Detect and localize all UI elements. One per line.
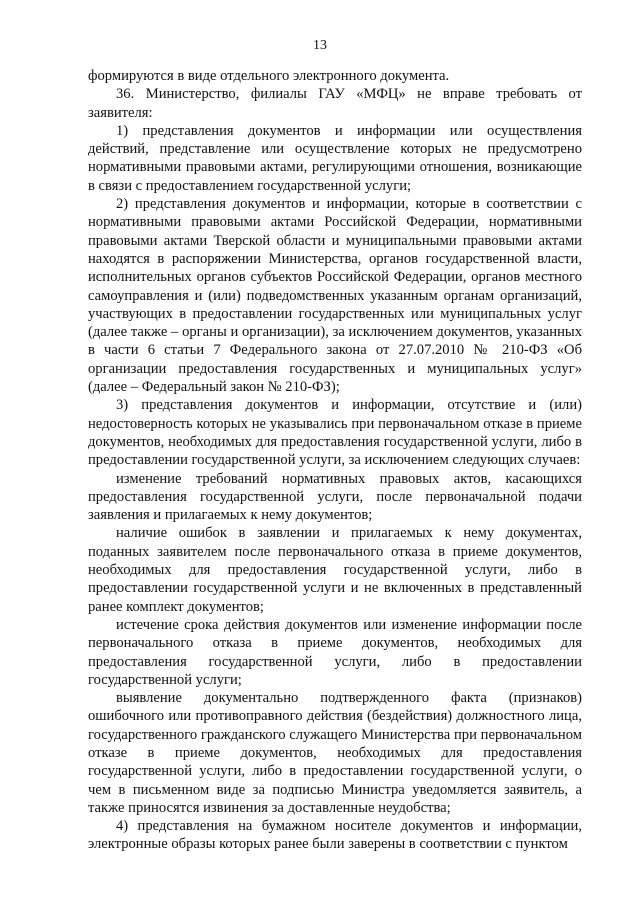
paragraph-subitem-4: 4) представления на бумажном носителе документов и информации, электронные образы которых ранее были заверены в соответствии с пунктом (88, 818, 582, 853)
paragraph-subitem-3: 3) представления документов и информации, отсутствие и (или) недостоверность которых не указывались при первоначальном отказе в приеме документов, необходимых для предоставления государственной услуги, либо в предоставлении государственной услуги, за исключением следующих случаев: (88, 397, 582, 469)
paragraph-case-errors: наличие ошибок в заявлении и прилагаемых к нему документах, поданных заявителем после первоначального отказа в приеме документов, необходимых для предоставления государственной услуги, либо в предоставлении государственной услуги и не включенных в представленный ранее комплект документов; (88, 525, 582, 615)
document-body (88, 67, 582, 854)
paragraph-case-misconduct: выявление документально подтвержденного факта (признаков) ошибочного или противоправного действия (бездействия) должностного лица, государственного гражданского служащего Министерства при первоначальном отказе в приеме документов, необходимых для предоставления государственной услуги, либо в предоставлении государственной услуги, о чем в письменном виде за подписью Министра уведомляется заявитель, а также приносятся извинения за доставленные неудобства; (88, 690, 582, 816)
paragraph-item-36: 36. Министерство, филиалы ГАУ «МФЦ» не вправе требовать от заявителя: (88, 86, 582, 121)
paragraph-continuation: формируются в виде отдельного электронного документа. (88, 68, 450, 84)
paragraph-subitem-1: 1) представления документов и информации или осуществления действий, представление или осуществление которых не предусмотрено нормативными правовыми актами, регулирующими отношения, возникающие в связи с предоставлением государственной услуги; (88, 122, 582, 194)
paragraph-subitem-2: 2) представления документов и информации, которые в соответствии с нормативными правовыми актами Российской Федерации, нормативными правовыми актами Тверской области и муниципальными правовыми актами находятся в распоряжении Министерства, органов государственной власти, исполнительных органов субъектов Российской Федерации, органов местного самоуправления и (или) подведомственных указанным органам организаций, участвующих в предоставлении государственных или муниципальных услуг (далее также – органы и организации), за исключением документов, указанных в части 6 статьи 7 Федерального закона от 27.07.2010 № 210-ФЗ «Об организации предоставления государственных и муниципальных услуг» (далее – Федеральный закон № 210-ФЗ); (88, 196, 582, 396)
paragraph-case-expiry: истечение срока действия документов или изменение информации после первоначального отказа в приеме документов, необходимых для предоставления государственной услуги, либо в предоставлении государственной услуги; (88, 616, 582, 688)
paragraph-case-requirements-change: изменение требований нормативных правовых актов, касающихся предоставления государственной услуги, после первоначальной подачи заявления и прилагаемых к нему документов; (88, 470, 582, 524)
page-number: 13 (313, 38, 327, 53)
